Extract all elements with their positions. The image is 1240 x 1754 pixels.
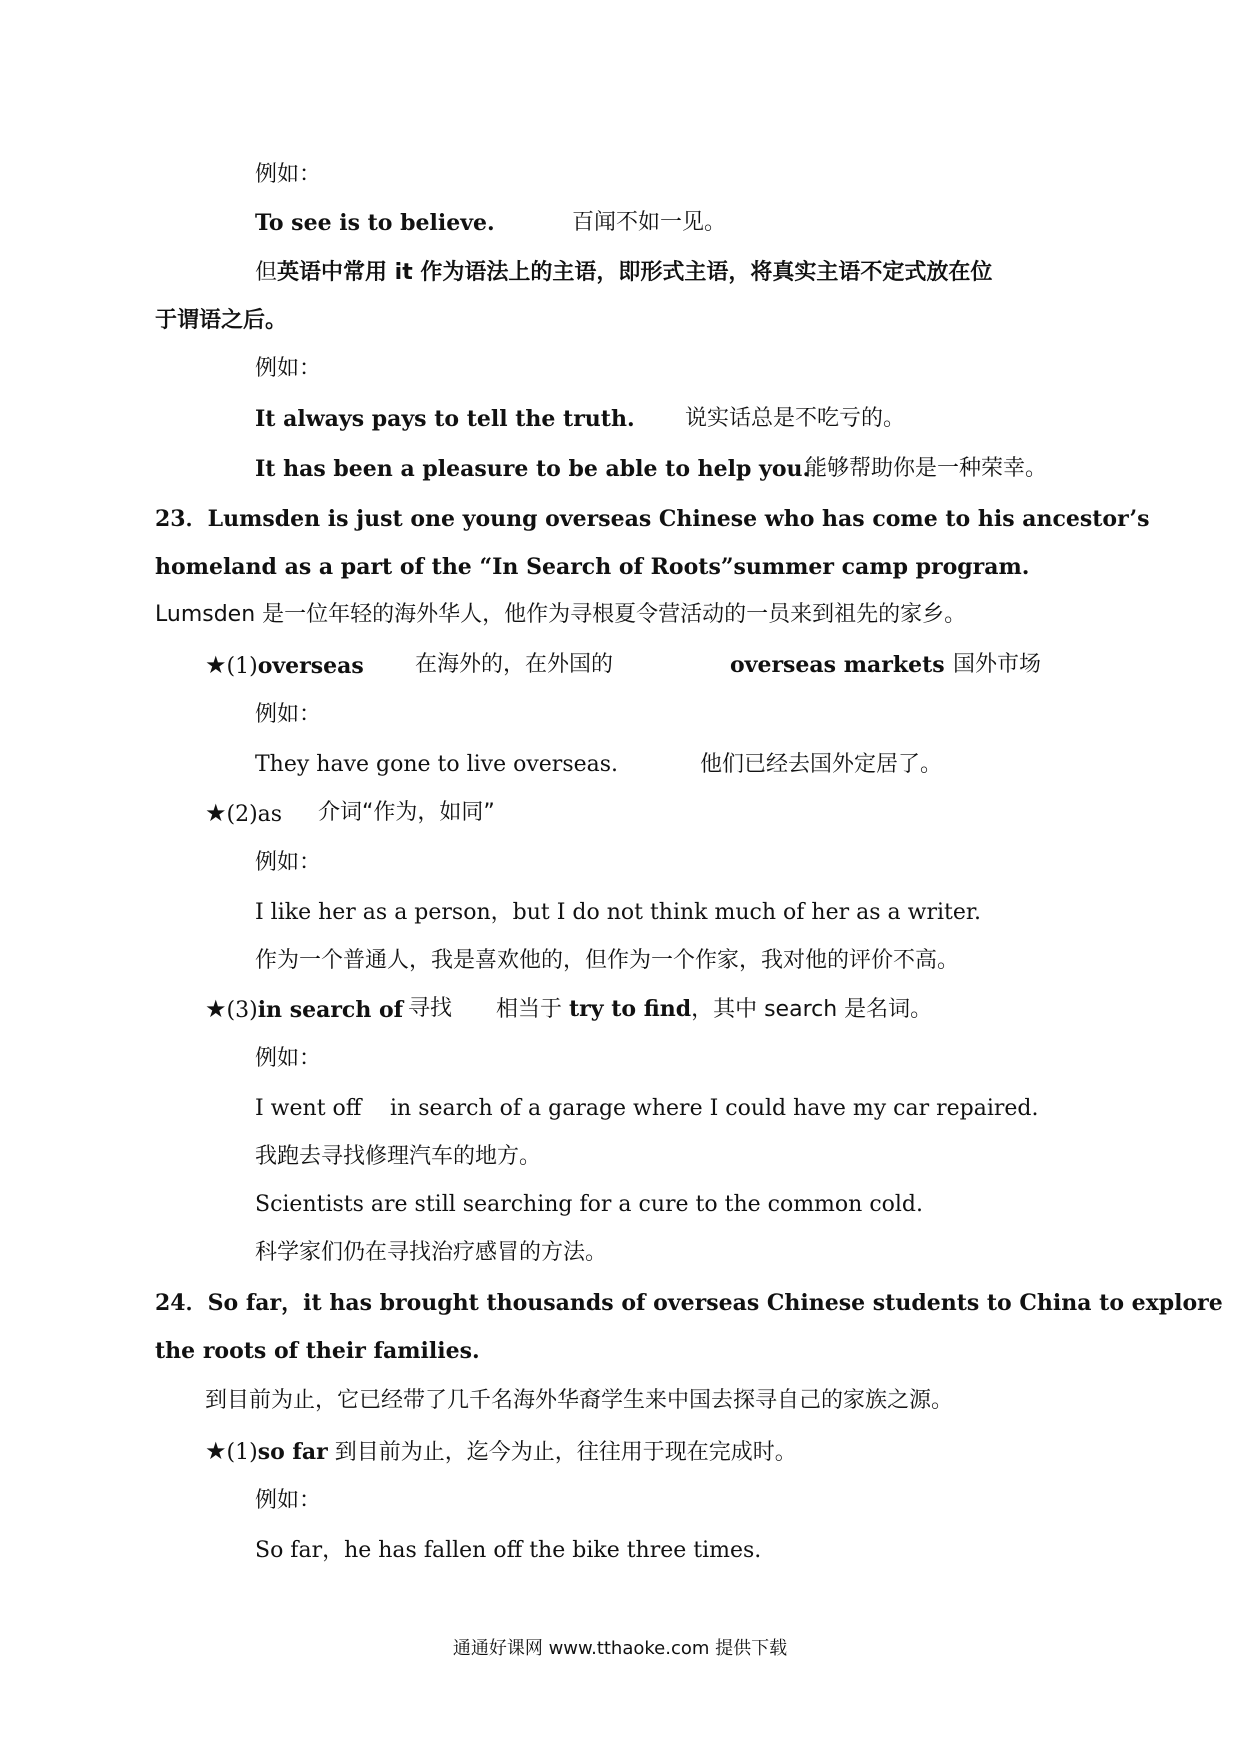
section-24-translation: 到目前为止，它已经带了几千名海外华裔学生来中国去探寻自己的家族之源。	[205, 1388, 954, 1413]
point-word: in search of	[257, 997, 404, 1023]
equivalent-phrase: try to find	[569, 996, 692, 1022]
point-as	[205, 798, 282, 830]
example-label: 例如：	[255, 356, 322, 381]
star-icon: ★	[205, 799, 227, 827]
star-icon: ★	[205, 651, 227, 679]
example-label: 例如：	[255, 1488, 322, 1513]
point-meaning: 寻找	[408, 996, 453, 1021]
example-sentence-cn: 他们已经去国外定居了。	[700, 752, 943, 777]
example-sentence-en: It always pays to tell the truth.	[255, 406, 635, 432]
point-number: (1)	[226, 1440, 258, 1465]
section-24-heading-line-2: the roots of their families.	[155, 1338, 480, 1364]
point-overseas	[205, 650, 364, 682]
example-sentence-en: It has been a pleasure to be able to help you.	[255, 456, 811, 482]
point-equivalent	[496, 994, 932, 1025]
example-sentence-en: I like her as a person，but I do not think much of her as a writer.	[255, 900, 981, 925]
point-phrase-meaning: 国外市场	[953, 652, 1042, 677]
equivalent-note: ，其中 search 是名词。	[691, 997, 933, 1022]
example-sentence-en: To see is to believe.	[255, 210, 495, 236]
section-23-heading-line-1: 23．Lumsden is just one young overseas Chinese who has come to his ancestor’s	[155, 506, 1150, 532]
example-sentence-cn: 我跑去寻找修理汽车的地方。	[255, 1144, 542, 1169]
example-label: 例如：	[255, 702, 322, 727]
example-sentence-en-start: I went off	[255, 1096, 362, 1121]
example-sentence-cn: 作为一个普通人，我是喜欢他的，但作为一个作家，我对他的评价不高。	[255, 948, 960, 973]
example-sentence-cn: 能够帮助你是一种荣幸。	[805, 456, 1048, 481]
section-24-heading-line-1: 24．So far，it has brought thousands of overseas Chinese students to China to explore	[155, 1290, 1223, 1316]
grammar-note-line-2: 于谓语之后。	[155, 308, 288, 333]
section-23-translation: Lumsden 是一位年轻的海外华人，他作为寻根夏令营活动的一员来到祖先的家乡。	[155, 602, 967, 627]
point-word: so far	[257, 1439, 328, 1465]
section-23-heading-line-2: homeland as a part of the “In Search of Roots”summer camp program.	[155, 554, 1030, 580]
example-label: 例如：	[255, 1046, 322, 1071]
page-footer: 通通好课网 www.tthaoke.com 提供下载	[452, 1638, 788, 1659]
example-label: 例如：	[255, 850, 322, 875]
point-meaning: 到目前为止，迄今为止，往往用于现在完成时。	[334, 1440, 797, 1465]
example-sentence-cn: 说实话总是不吃亏的。	[685, 406, 906, 431]
point-meaning: 在海外的，在外国的	[415, 652, 614, 677]
example-sentence-en-end: in search of a garage where I could have my car repaired.	[390, 1096, 1039, 1121]
grammar-note-bold: 英语中常用 it 作为语法上的主语，即形式主语，将真实主语不定式放在位	[277, 260, 993, 285]
grammar-note-line-1	[255, 258, 992, 288]
point-number: (2)as	[226, 802, 283, 827]
example-sentence-en: They have gone to live overseas.	[255, 752, 619, 777]
equivalent-label: 相当于	[496, 997, 563, 1022]
point-phrase: overseas markets	[730, 652, 945, 678]
point-in-search-of	[205, 994, 403, 1026]
point-meaning: 介词“作为，如同”	[318, 800, 495, 825]
star-icon: ★	[205, 995, 227, 1023]
point-number: (1)	[226, 654, 258, 679]
example-sentence-cn: 百闻不如一见。	[572, 210, 727, 235]
example-label: 例如：	[255, 162, 322, 187]
example-sentence-en: So far，he has fallen off the bike three times.	[255, 1538, 762, 1563]
example-sentence-cn: 科学家们仍在寻找治疗感冒的方法。	[255, 1240, 608, 1265]
grammar-note-prefix: 但	[255, 260, 278, 285]
point-word: overseas	[257, 653, 364, 679]
star-icon: ★	[205, 1437, 227, 1465]
example-sentence-en: Scientists are still searching for a cure to the common cold.	[255, 1192, 924, 1217]
point-so-far	[205, 1436, 797, 1468]
point-number: (3)	[226, 998, 258, 1023]
